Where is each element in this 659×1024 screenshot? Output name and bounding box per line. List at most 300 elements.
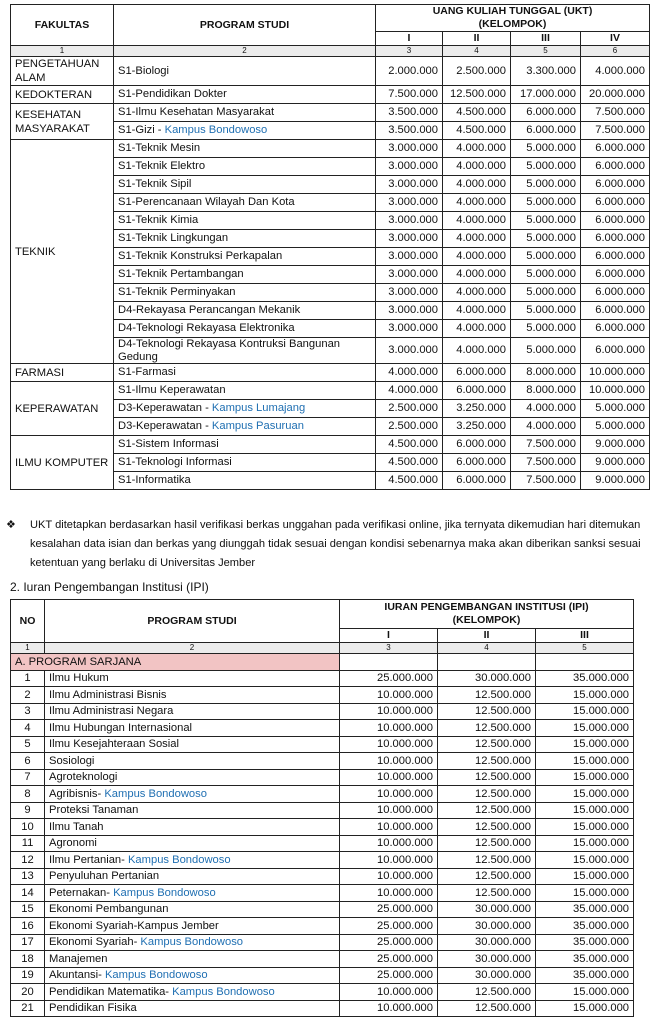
program-name: S1-Teknik Perminyakan	[118, 286, 236, 298]
ukt-table-row	[11, 86, 650, 104]
ukt-value: 9.000.000	[581, 454, 650, 472]
program-name: D4-Rekayasa Perancangan Mekanik	[118, 304, 301, 316]
ipi-table-row	[11, 769, 634, 786]
ukt-value: 3.000.000	[376, 158, 443, 176]
row-number: 8	[11, 786, 45, 803]
ipi-value: 10.000.000	[340, 819, 438, 836]
ukt-value: 3.000.000	[376, 194, 443, 212]
column-number: 1	[11, 46, 114, 57]
ukt-value: 6.000.000	[581, 212, 650, 230]
program-name: S1-Farmasi	[118, 366, 176, 378]
program-name-cell	[45, 967, 340, 984]
ipi-table-row	[11, 819, 634, 836]
ipi-value: 35.000.000	[536, 670, 634, 687]
row-number: 9	[11, 802, 45, 819]
row-number: 3	[11, 703, 45, 720]
ipi-value: 12.500.000	[438, 984, 536, 1001]
ukt-value: 4.000.000	[443, 194, 511, 212]
ipi-header-group-1: I	[340, 629, 438, 643]
program-name: Peternakan-	[49, 886, 114, 899]
ukt-table-row	[11, 140, 650, 158]
ukt-value: 4.000.000	[443, 176, 511, 194]
campus-label: Kampus Bondowoso	[113, 886, 216, 899]
ukt-value: 4.000.000	[376, 364, 443, 382]
program-name: Pendidikan Matematika-	[49, 985, 173, 998]
program-name: Ekonomi Syariah-	[49, 936, 141, 949]
program-name: S1-Teknik Kimia	[118, 214, 199, 226]
ukt-value: 4.000.000	[376, 382, 443, 400]
faculty-name: FARMASI	[11, 364, 114, 382]
ipi-value: 15.000.000	[536, 984, 634, 1001]
row-number: 16	[11, 918, 45, 935]
program-name: S1-Teknologi Informasi	[118, 456, 232, 468]
ukt-value: 4.000.000	[443, 284, 511, 302]
program-name-cell	[114, 454, 376, 472]
ukt-value: 5.000.000	[511, 176, 581, 194]
ipi-value: 10.000.000	[340, 868, 438, 885]
faculty-name: KEDOKTERAN	[11, 86, 114, 104]
program-name-cell	[45, 885, 340, 902]
ukt-value: 5.000.000	[511, 212, 581, 230]
ipi-value: 10.000.000	[340, 885, 438, 902]
ipi-value: 15.000.000	[536, 852, 634, 869]
program-name-cell	[45, 835, 340, 852]
ukt-value: 3.000.000	[376, 266, 443, 284]
ipi-value: 12.500.000	[438, 736, 536, 753]
ipi-table-row	[11, 835, 634, 852]
row-number: 10	[11, 819, 45, 836]
row-number: 2	[11, 687, 45, 704]
ipi-value: 15.000.000	[536, 885, 634, 902]
ukt-value: 6.000.000	[581, 140, 650, 158]
header-no: NO	[11, 600, 45, 643]
ukt-value: 3.300.000	[511, 57, 581, 86]
program-name-cell	[45, 687, 340, 704]
header-group-4: IV	[581, 32, 650, 46]
ipi-value: 10.000.000	[340, 736, 438, 753]
ipi-value: 12.500.000	[438, 1000, 536, 1017]
header-ukt-subtitle: (KELOMPOK)	[478, 18, 547, 30]
ipi-table-row	[11, 1000, 634, 1017]
ipi-value: 35.000.000	[536, 951, 634, 968]
ipi-value: 30.000.000	[438, 918, 536, 935]
ukt-value: 4.000.000	[443, 338, 511, 364]
program-name: S1-Pendidikan Dokter	[118, 88, 227, 100]
ipi-value: 15.000.000	[536, 786, 634, 803]
program-name-cell	[45, 720, 340, 737]
program-name: S1-Informatika	[118, 474, 191, 486]
row-number: 6	[11, 753, 45, 770]
campus-label: Kampus Bondowoso	[164, 124, 268, 136]
campus-label: Kampus Lumajang	[211, 402, 306, 414]
ukt-value: 3.000.000	[376, 284, 443, 302]
ipi-table-row	[11, 687, 634, 704]
row-number: 4	[11, 720, 45, 737]
ukt-value: 5.000.000	[581, 418, 650, 436]
program-name-cell	[114, 212, 376, 230]
ipi-value: 30.000.000	[438, 951, 536, 968]
ukt-value: 5.000.000	[511, 320, 581, 338]
row-number: 1	[11, 670, 45, 687]
ukt-value: 7.500.000	[581, 104, 650, 122]
program-name: S1-Teknik Pertambangan	[118, 268, 244, 280]
ukt-value: 12.500.000	[443, 86, 511, 104]
program-name-cell	[114, 266, 376, 284]
program-name-cell	[114, 472, 376, 490]
faculty-name: ILMU KOMPUTER	[11, 436, 114, 490]
program-sarjana-section: A. PROGRAM SARJANA	[11, 654, 340, 671]
program-name: Pendidikan Fisika	[49, 1002, 137, 1015]
program-name-cell	[114, 230, 376, 248]
program-name: Proteksi Tanaman	[49, 804, 139, 817]
diamond-bullet-icon: ❖	[6, 519, 16, 531]
program-name-cell	[45, 918, 340, 935]
ukt-value: 4.500.000	[376, 472, 443, 490]
column-number: 6	[581, 46, 650, 57]
ipi-value: 10.000.000	[340, 802, 438, 819]
program-name: D3-Keperawatan -	[118, 402, 212, 414]
header-ukt-title: UANG KULIAH TUNGGAL (UKT)	[432, 5, 593, 17]
ukt-table-row	[11, 436, 650, 454]
ukt-value: 8.000.000	[511, 382, 581, 400]
ukt-value: 6.000.000	[581, 266, 650, 284]
header-program-studi-ipi: PROGRAM STUDI	[45, 600, 340, 643]
program-name-cell	[45, 1000, 340, 1017]
ipi-value: 15.000.000	[536, 835, 634, 852]
ipi-value: 35.000.000	[536, 967, 634, 984]
ipi-header-group-2: II	[438, 629, 536, 643]
ukt-value: 6.000.000	[443, 436, 511, 454]
ukt-value: 20.000.000	[581, 86, 650, 104]
row-number: 21	[11, 1000, 45, 1017]
program-name-cell	[114, 400, 376, 418]
row-number: 19	[11, 967, 45, 984]
ipi-value: 10.000.000	[340, 1000, 438, 1017]
ukt-table-row	[11, 57, 650, 86]
program-name-cell	[45, 868, 340, 885]
ukt-value: 5.000.000	[511, 266, 581, 284]
ipi-value: 12.500.000	[438, 786, 536, 803]
ukt-value: 7.500.000	[511, 436, 581, 454]
program-name-cell	[114, 57, 376, 86]
program-name: S1-Ilmu Kesehatan Masyarakat	[118, 106, 275, 118]
ukt-value: 6.000.000	[581, 194, 650, 212]
faculty-name: TEKNIK	[11, 140, 114, 364]
program-name: Ilmu Tanah	[49, 820, 104, 833]
ukt-value: 4.000.000	[443, 320, 511, 338]
ukt-value: 4.500.000	[376, 454, 443, 472]
program-name: S1-Ilmu Keperawatan	[118, 384, 226, 396]
ipi-value: 12.500.000	[438, 687, 536, 704]
ukt-table-row	[11, 104, 650, 122]
ipi-table-row	[11, 901, 634, 918]
program-name-cell	[45, 753, 340, 770]
ukt-value: 3.250.000	[443, 418, 511, 436]
program-name-cell	[114, 338, 376, 364]
ipi-value: 10.000.000	[340, 786, 438, 803]
program-name-cell	[114, 364, 376, 382]
ipi-value: 12.500.000	[438, 753, 536, 770]
ipi-value: 10.000.000	[340, 984, 438, 1001]
ukt-value: 7.500.000	[511, 472, 581, 490]
program-name-cell	[45, 670, 340, 687]
ukt-value: 4.000.000	[443, 212, 511, 230]
ukt-value: 6.000.000	[443, 454, 511, 472]
program-name: Sosiologi	[49, 754, 95, 767]
ukt-value: 4.500.000	[376, 436, 443, 454]
ipi-value: 35.000.000	[536, 934, 634, 951]
ipi-value: 30.000.000	[438, 670, 536, 687]
ukt-table-row	[11, 382, 650, 400]
ukt-value: 7.500.000	[581, 122, 650, 140]
ipi-table-row	[11, 753, 634, 770]
ukt-value: 2.500.000	[376, 418, 443, 436]
campus-label: Kampus Pasuruan	[211, 420, 304, 432]
program-name: Ilmu Kesejahteraan Sosial	[49, 738, 179, 751]
ukt-value: 7.500.000	[511, 454, 581, 472]
program-name: Agribisnis-	[49, 787, 105, 800]
ipi-table-row	[11, 852, 634, 869]
program-name: S1-Perencanaan Wilayah Dan Kota	[118, 196, 295, 208]
header-ipi-title: IURAN PENGEMBANGAN INSTITUSI (IPI)	[384, 601, 589, 613]
program-name-cell	[114, 176, 376, 194]
program-name: Ekonomi Syariah-Kampus Jember	[49, 919, 219, 932]
ukt-value: 6.000.000	[581, 338, 650, 364]
program-name: S1-Gizi -	[118, 124, 165, 136]
header-ipi	[340, 600, 634, 629]
ukt-value: 4.000.000	[443, 302, 511, 320]
ukt-value: 5.000.000	[511, 338, 581, 364]
ipi-value: 12.500.000	[438, 868, 536, 885]
ipi-value: 15.000.000	[536, 868, 634, 885]
header-group-1: I	[376, 32, 443, 46]
ukt-value: 6.000.000	[443, 364, 511, 382]
ipi-table-row	[11, 967, 634, 984]
header-group-2: II	[443, 32, 511, 46]
row-number: 14	[11, 885, 45, 902]
ipi-value: 10.000.000	[340, 753, 438, 770]
ipi-table-row	[11, 918, 634, 935]
ukt-value: 4.500.000	[443, 104, 511, 122]
ipi-table-row	[11, 703, 634, 720]
program-name: S1-Teknik Konstruksi Perkapalan	[118, 250, 283, 262]
program-name-cell	[114, 194, 376, 212]
ukt-value: 5.000.000	[581, 400, 650, 418]
program-name: S1-Sistem Informasi	[118, 438, 219, 450]
row-number: 20	[11, 984, 45, 1001]
header-fakultas: FAKULTAS	[11, 5, 114, 46]
ipi-value: 15.000.000	[536, 720, 634, 737]
program-name-cell	[45, 951, 340, 968]
program-name: Ilmu Hukum	[49, 672, 109, 685]
program-name-cell	[114, 104, 376, 122]
ipi-value: 10.000.000	[340, 769, 438, 786]
ukt-value: 6.000.000	[511, 104, 581, 122]
ukt-value: 2.500.000	[443, 57, 511, 86]
column-number: 1	[11, 643, 45, 654]
ukt-value: 6.000.000	[581, 230, 650, 248]
ipi-value: 15.000.000	[536, 687, 634, 704]
program-name: S1-Teknik Mesin	[118, 142, 201, 154]
program-name: Ilmu Pertanian-	[49, 853, 128, 866]
ukt-value: 5.000.000	[511, 284, 581, 302]
ukt-value: 5.000.000	[511, 194, 581, 212]
ukt-value: 4.500.000	[443, 122, 511, 140]
column-number: 5	[536, 643, 634, 654]
ipi-table-row	[11, 670, 634, 687]
ipi-value: 30.000.000	[438, 934, 536, 951]
ukt-value: 6.000.000	[581, 158, 650, 176]
program-name: Ilmu Administrasi Bisnis	[49, 688, 167, 701]
ipi-value: 12.500.000	[438, 802, 536, 819]
ipi-value: 35.000.000	[536, 901, 634, 918]
row-number: 17	[11, 934, 45, 951]
header-ipi-subtitle: (KELOMPOK)	[452, 614, 521, 626]
ipi-table-row	[11, 951, 634, 968]
ukt-value: 4.000.000	[511, 400, 581, 418]
ukt-value: 3.000.000	[376, 320, 443, 338]
campus-label: Kampus Bondowoso	[172, 985, 275, 998]
ukt-value: 6.000.000	[581, 248, 650, 266]
row-number: 12	[11, 852, 45, 869]
ukt-value: 5.000.000	[511, 302, 581, 320]
program-name: Ilmu Hubungan Internasional	[49, 721, 193, 734]
program-name: D4-Teknologi Rekayasa Kontruksi Bangunan Gedung	[118, 338, 341, 363]
ipi-value: 35.000.000	[536, 918, 634, 935]
ipi-value: 15.000.000	[536, 703, 634, 720]
column-number: 4	[438, 643, 536, 654]
column-number: 2	[45, 643, 340, 654]
row-number: 7	[11, 769, 45, 786]
ipi-table-row	[11, 984, 634, 1001]
ukt-table	[10, 4, 650, 490]
ukt-table-row	[11, 364, 650, 382]
ukt-value: 6.000.000	[443, 382, 511, 400]
ukt-value: 3.000.000	[376, 338, 443, 364]
ukt-value: 3.000.000	[376, 302, 443, 320]
ipi-value: 15.000.000	[536, 736, 634, 753]
ukt-value: 10.000.000	[581, 382, 650, 400]
program-name: Ilmu Administrasi Negara	[49, 705, 174, 718]
row-number: 15	[11, 901, 45, 918]
program-name: S1-Teknik Sipil	[118, 178, 192, 190]
section-2-title: 2. Iuran Pengembangan Institusi (IPI)	[10, 580, 209, 594]
ukt-value: 5.000.000	[511, 158, 581, 176]
column-number: 3	[340, 643, 438, 654]
ipi-value: 10.000.000	[340, 703, 438, 720]
ukt-value: 4.000.000	[443, 266, 511, 284]
ukt-value: 7.500.000	[376, 86, 443, 104]
ipi-value: 15.000.000	[536, 802, 634, 819]
ukt-value: 2.000.000	[376, 57, 443, 86]
ipi-value: 15.000.000	[536, 819, 634, 836]
ukt-value: 3.000.000	[376, 176, 443, 194]
header-ukt	[376, 5, 650, 32]
ukt-value: 5.000.000	[511, 140, 581, 158]
ukt-value: 3.000.000	[376, 212, 443, 230]
ipi-value: 12.500.000	[438, 835, 536, 852]
ukt-note	[6, 516, 651, 573]
ukt-value: 10.000.000	[581, 364, 650, 382]
ipi-value: 15.000.000	[536, 769, 634, 786]
program-name-cell	[45, 934, 340, 951]
row-number: 11	[11, 835, 45, 852]
ukt-value: 9.000.000	[581, 436, 650, 454]
ukt-value: 3.250.000	[443, 400, 511, 418]
program-name: Agronomi	[49, 837, 97, 850]
ipi-table-row	[11, 885, 634, 902]
ukt-note-text: UKT ditetapkan berdasarkan hasil verifikasi berkas unggahan pada verifikasi online, jika ternyata dikemudian hari ditemukan kesalahan data isian dan berkas yang diunggah tidak sesuai dengan kondisi sebenarnya maka akan diberikan sanksi sesuai ketentuan yang berlaku di Universitas Jember	[30, 519, 641, 569]
ukt-value: 3.000.000	[376, 140, 443, 158]
program-name: Manajemen	[49, 952, 108, 965]
ipi-value: 12.500.000	[438, 720, 536, 737]
column-number: 4	[443, 46, 511, 57]
ipi-table-row	[11, 868, 634, 885]
ipi-value: 25.000.000	[340, 967, 438, 984]
ukt-value: 17.000.000	[511, 86, 581, 104]
ipi-value: 10.000.000	[340, 835, 438, 852]
program-name-cell	[45, 736, 340, 753]
ipi-value: 12.500.000	[438, 819, 536, 836]
program-name: S1-Teknik Lingkungan	[118, 232, 229, 244]
program-name: Penyuluhan Pertanian	[49, 870, 160, 883]
ipi-value: 10.000.000	[340, 687, 438, 704]
ukt-value: 6.000.000	[581, 320, 650, 338]
program-name: D3-Keperawatan -	[118, 420, 212, 432]
ipi-table-row	[11, 934, 634, 951]
campus-label: Kampus Bondowoso	[104, 969, 208, 982]
header-group-3: III	[511, 32, 581, 46]
program-name: Ekonomi Pembangunan	[49, 903, 169, 916]
faculty-name: KESEHATAN MASYARAKAT	[11, 104, 114, 140]
program-name-cell	[114, 248, 376, 266]
program-name-cell	[45, 819, 340, 836]
program-name-cell	[114, 320, 376, 338]
program-name-cell	[114, 86, 376, 104]
ipi-value: 15.000.000	[536, 753, 634, 770]
ukt-value: 6.000.000	[511, 122, 581, 140]
column-number: 2	[114, 46, 376, 57]
ukt-value: 5.000.000	[511, 248, 581, 266]
program-name-cell	[114, 382, 376, 400]
ipi-table-row	[11, 786, 634, 803]
ipi-table-row	[11, 802, 634, 819]
row-number: 5	[11, 736, 45, 753]
ipi-value: 10.000.000	[340, 852, 438, 869]
program-name-cell	[114, 284, 376, 302]
campus-label: Kampus Bondowoso	[127, 853, 231, 866]
ukt-value: 4.000.000	[581, 57, 650, 86]
header-program-studi: PROGRAM STUDI	[114, 5, 376, 46]
ipi-value: 10.000.000	[340, 720, 438, 737]
ipi-value: 30.000.000	[438, 901, 536, 918]
ukt-value: 6.000.000	[581, 176, 650, 194]
ukt-value: 4.000.000	[511, 418, 581, 436]
ukt-value: 4.000.000	[443, 158, 511, 176]
ipi-table-row	[11, 736, 634, 753]
ipi-header-group-3: III	[536, 629, 634, 643]
row-number: 13	[11, 868, 45, 885]
program-name: S1-Biologi	[118, 64, 169, 77]
program-name-cell	[114, 140, 376, 158]
program-name-cell	[45, 901, 340, 918]
ipi-value: 25.000.000	[340, 901, 438, 918]
faculty-name: PENGETAHUAN ALAM	[11, 57, 114, 86]
program-name-cell	[45, 984, 340, 1001]
program-name-cell	[45, 852, 340, 869]
ukt-value: 4.000.000	[443, 248, 511, 266]
ukt-value: 8.000.000	[511, 364, 581, 382]
